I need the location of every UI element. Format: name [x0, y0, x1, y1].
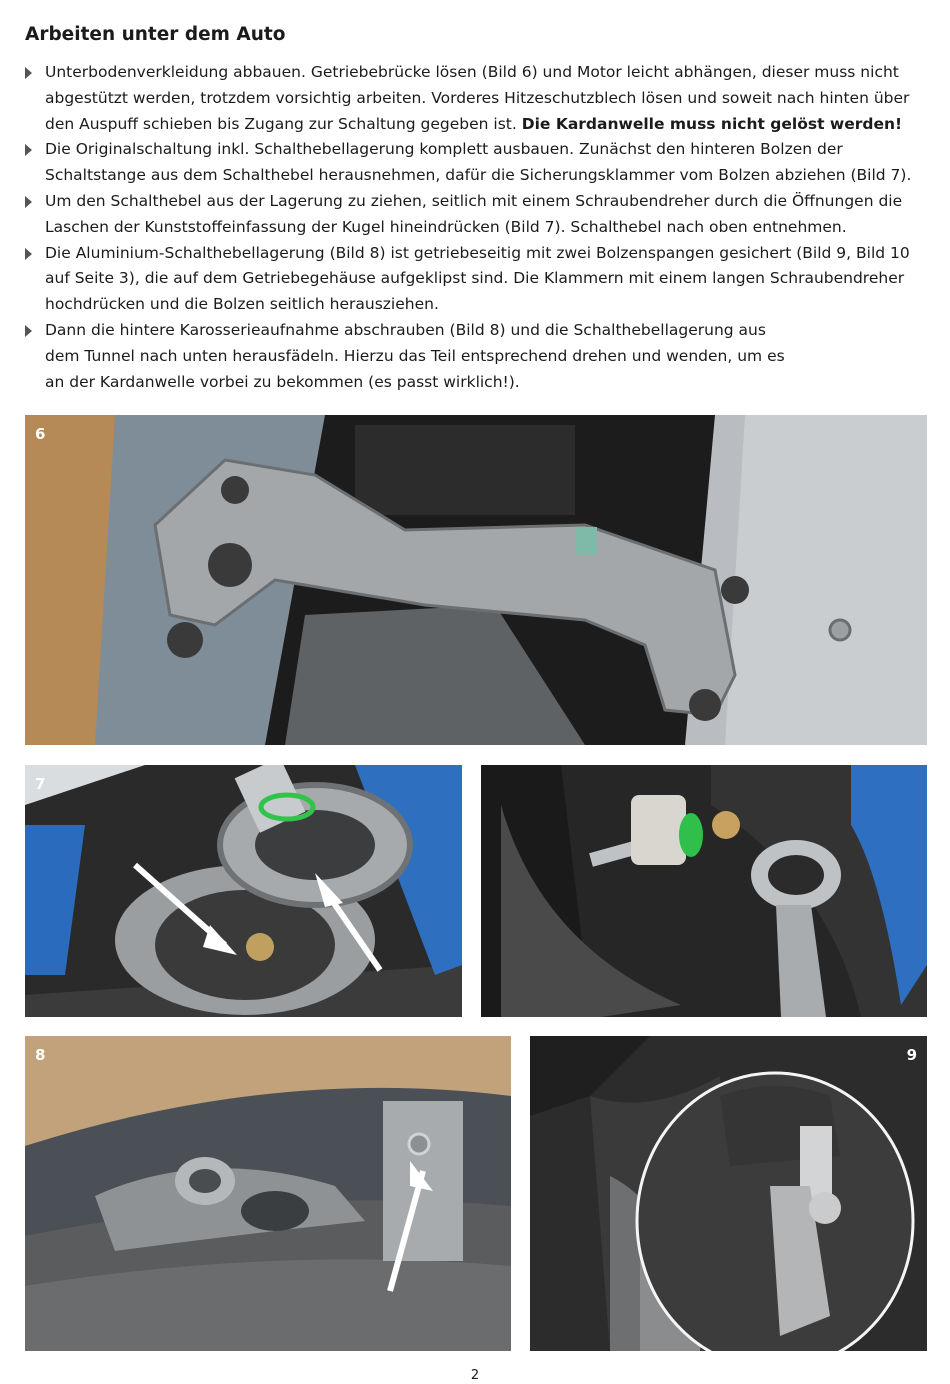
bullet-icon	[25, 325, 32, 337]
figure-8-photo	[25, 1036, 511, 1351]
instruction-text: Um den Schalthebel aus der Lagerung zu ziehen, seitlich mit einem Schraubendreher durch die Öffnungen die Laschen der Kunststoffeinfassung der Kugel hineindrücken (Bild 7). Schalthebel nach oben entnehmen.	[45, 191, 903, 236]
bolt-clip-image	[530, 1036, 927, 1351]
figure-7-photo-left	[25, 765, 462, 1017]
instruction-text: Die Aluminium-Schalthebellagerung (Bild 8) ist getriebeseitig mit zwei Bolzenspangen gesichert (Bild 9, Bild 10 auf Seite 3), die auf dem Getriebegehäuse aufgeklipst sind. Die Klammern mit einem langen Schraubendreher hochdrücken und die Bolzen seitlich herausziehen.	[45, 243, 910, 314]
transmission-bridge-image	[25, 415, 927, 745]
page-number: 2	[470, 1368, 480, 1383]
bullet-icon	[25, 144, 32, 156]
shift-lever-mount-image	[25, 765, 462, 1017]
figure-number: 6	[35, 425, 46, 443]
page-heading: Arbeiten unter dem Auto	[25, 24, 286, 45]
instruction-item	[25, 137, 925, 189]
instruction-text: Dann die hintere Karosserieaufnahme abschrauben (Bild 8) und die Schalthebellagerung aus dem Tunnel nach unten herausfädeln. Hierzu das Teil entsprechend drehen und wenden, um es an der Kardanwelle vorbei zu bekommen (es passt wirklich!).	[45, 320, 785, 391]
bullet-icon	[25, 67, 32, 79]
figure-number: 8	[35, 1046, 46, 1064]
shift-rod-bolt-image	[481, 765, 927, 1017]
instruction-item	[25, 318, 785, 395]
instruction-item	[25, 241, 925, 318]
figure-number: 7	[35, 775, 46, 793]
figure-number: 9	[906, 1046, 917, 1064]
instruction-text: Unterbodenverkleidung abbauen. Getriebebrücke lösen (Bild 6) und Motor leicht abhängen, dieser muss nicht abgestützt werden, trotzdem vorsichtig arbeiten. Vorderes Hitzeschutzblech lösen und soweit nach hinten über den Auspuff schieben bis Zugang zur Schaltung gegeben ist.	[45, 63, 910, 133]
instruction-text: Die Originalschaltung inkl. Schalthebellagerung komplett ausbauen. Zunächst den hinteren Bolzen der Schaltstange aus dem Schalthebel herausnehmen, dafür die Sicherungsklammer vom Bolzen abziehen (Bild 7).	[45, 140, 912, 185]
instruction-item	[25, 189, 925, 241]
body-mount-image	[25, 1036, 511, 1351]
instruction-emphasis: Die Kardanwelle muss nicht gelöst werden!	[521, 114, 903, 133]
bullet-icon	[25, 248, 32, 260]
instruction-item	[25, 60, 940, 137]
figure-6-photo	[25, 415, 927, 745]
bullet-icon	[25, 196, 32, 208]
figure-9-photo	[530, 1036, 927, 1351]
figure-7-photo-right	[481, 765, 927, 1017]
instruction-list	[25, 60, 925, 395]
